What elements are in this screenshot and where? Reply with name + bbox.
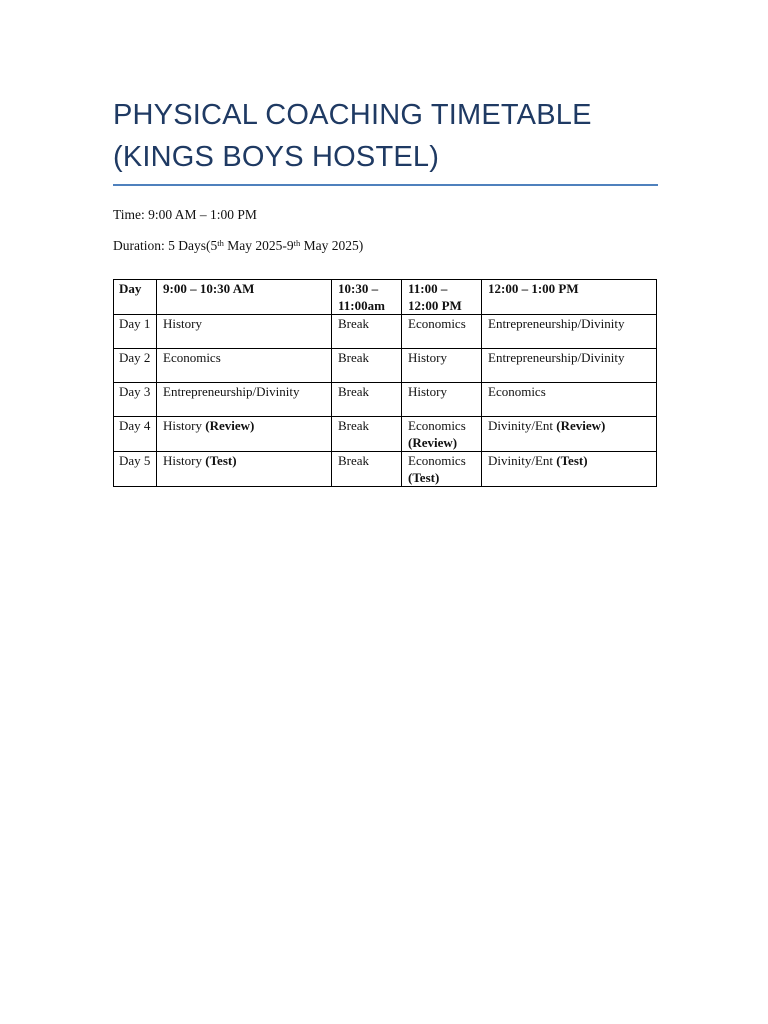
duration-text <box>113 237 658 255</box>
slot-3-cell <box>402 349 482 383</box>
day-cell: Day 3 <box>114 383 157 417</box>
subject: Divinity/Ent <box>488 453 553 468</box>
subject: Entrepreneurship/Divinity <box>488 316 625 331</box>
table-row <box>114 349 657 383</box>
table-row <box>114 452 657 487</box>
subject: History <box>408 384 447 399</box>
slot-2-cell <box>332 315 402 349</box>
document-title <box>113 94 658 178</box>
duration-middle: May 2025-9 <box>223 238 294 253</box>
slot-4-cell <box>482 315 657 349</box>
subject: Economics <box>488 384 546 399</box>
day-cell: Day 1 <box>114 315 157 349</box>
subject: Economics <box>408 316 466 331</box>
subject: Break <box>338 316 370 331</box>
subject: History <box>163 418 202 433</box>
subject: History <box>408 350 447 365</box>
header-cell-slot-4: 12:00 – 1:00 PM <box>482 280 657 315</box>
slot-2-cell <box>332 349 402 383</box>
table-header-row <box>114 280 657 315</box>
slot-2-cell <box>332 417 402 452</box>
day-cell: Day 4 <box>114 417 157 452</box>
slot-3-cell <box>402 383 482 417</box>
table-row <box>114 383 657 417</box>
timetable <box>113 279 657 487</box>
slot-2-cell <box>332 383 402 417</box>
duration-sup-1: th <box>217 238 224 248</box>
session-note: (Test) <box>408 469 440 485</box>
slot-1-cell <box>157 349 332 383</box>
session-note: (Review) <box>556 418 606 433</box>
day-cell: Day 2 <box>114 349 157 383</box>
subject: Divinity/Ent <box>488 418 553 433</box>
slot-4-cell <box>482 383 657 417</box>
slot-1-cell <box>157 452 332 487</box>
subject: Economics <box>408 418 466 433</box>
header-cell-slot-3: 11:00 – 12:00 PM <box>402 280 482 315</box>
slot-3-cell <box>402 452 482 487</box>
slot-4-cell <box>482 417 657 452</box>
subject: Break <box>338 384 370 399</box>
subject: History <box>163 316 202 331</box>
session-note: (Review) <box>205 418 255 433</box>
subject: Break <box>338 453 370 468</box>
subject: History <box>163 453 202 468</box>
subject: Break <box>338 418 370 433</box>
session-note: (Test) <box>205 453 237 468</box>
subject: Economics <box>408 453 466 468</box>
slot-1-cell <box>157 417 332 452</box>
slot-1-cell <box>157 383 332 417</box>
title-line-2: (KINGS BOYS HOSTEL) <box>113 141 440 173</box>
time-text: Time: 9:00 AM – 1:00 PM <box>113 207 257 222</box>
subject: Break <box>338 350 370 365</box>
slot-1-cell <box>157 315 332 349</box>
session-note: (Review) <box>408 434 458 450</box>
title-divider <box>113 184 658 186</box>
subject: Entrepreneurship/Divinity <box>488 350 625 365</box>
slot-4-cell <box>482 452 657 487</box>
title-line-1: PHYSICAL COACHING TIMETABLE <box>113 99 592 131</box>
slot-4-cell <box>482 349 657 383</box>
header-cell-slot-1: 9:00 – 10:30 AM <box>157 280 332 315</box>
subject: Entrepreneurship/Divinity <box>163 384 300 399</box>
duration-prefix: Duration: 5 Days(5 <box>113 238 218 253</box>
header-cell-day: Day <box>114 280 157 315</box>
document-page <box>113 94 658 487</box>
slot-3-cell <box>402 417 482 452</box>
session-note: (Test) <box>556 453 588 468</box>
slot-3-cell <box>402 315 482 349</box>
table-row <box>114 315 657 349</box>
duration-suffix: May 2025) <box>300 238 364 253</box>
table-row <box>114 417 657 452</box>
duration-sup-2: th <box>293 238 301 248</box>
slot-2-cell <box>332 452 402 487</box>
day-cell: Day 5 <box>114 452 157 487</box>
header-cell-slot-2: 10:30 – 11:00am <box>332 280 402 315</box>
subject: Economics <box>163 350 221 365</box>
